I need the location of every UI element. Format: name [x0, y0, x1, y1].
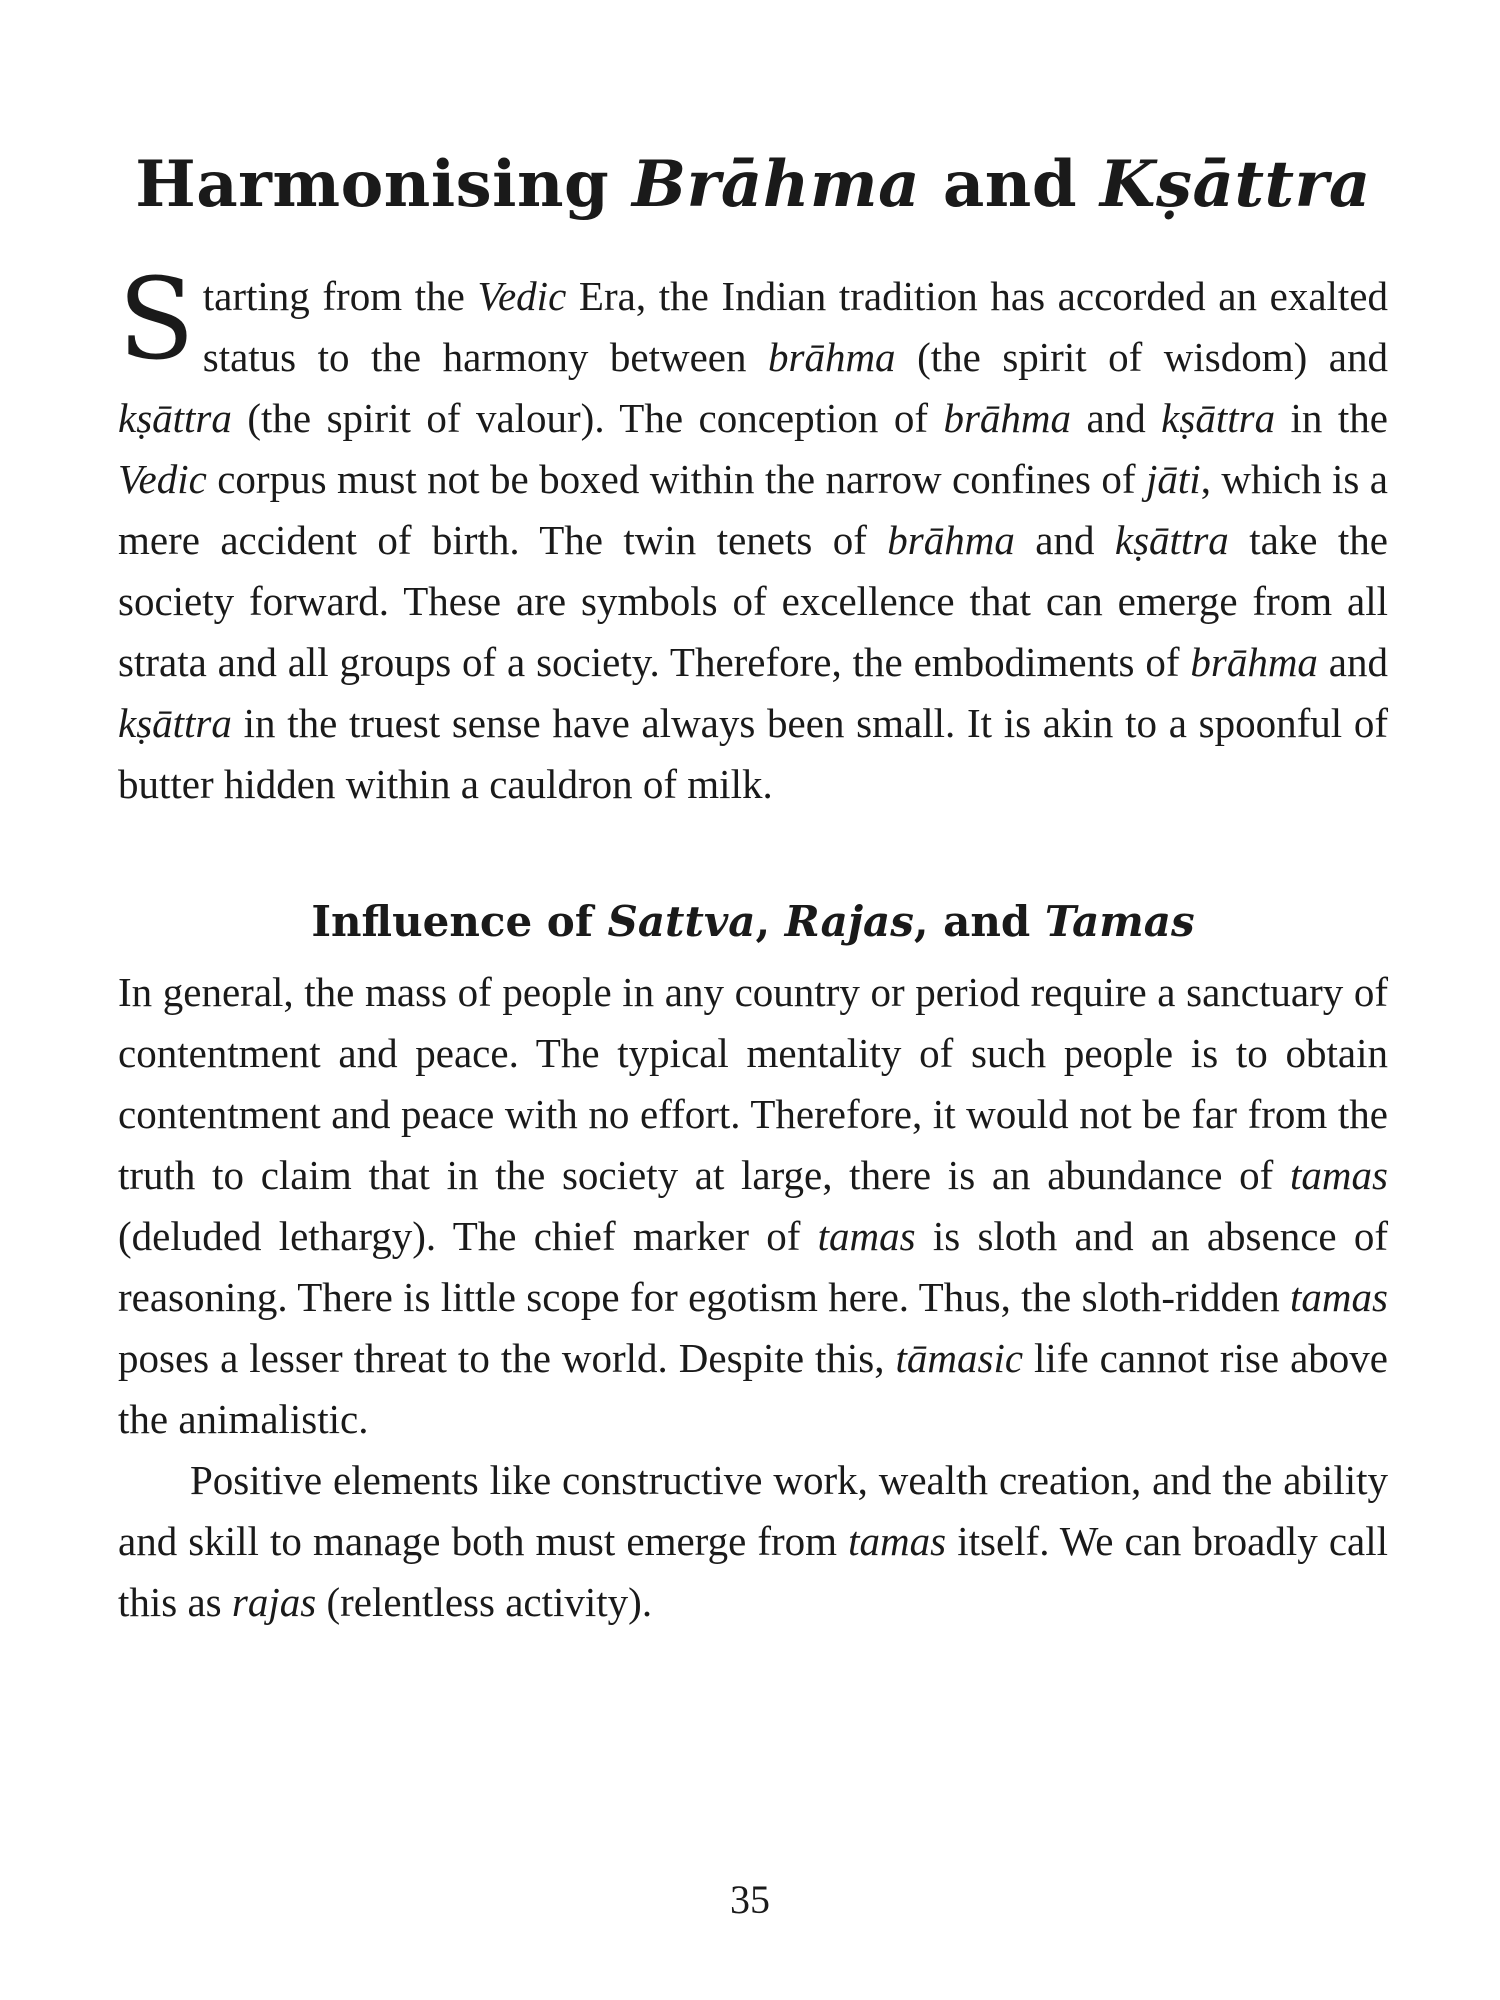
para3-text: (relentless activity).	[316, 1578, 653, 1625]
para3-text: Positive elements like constructive work, wealth creation, and the ability and skill to manage both must emerge from	[118, 1456, 1388, 1564]
para1-italic: Vedic	[118, 456, 207, 503]
para2-italic: tamas	[1290, 1273, 1388, 1320]
para1-text: and	[1071, 395, 1162, 442]
para3-italic: tamas	[848, 1517, 947, 1564]
para1-text: and	[1317, 639, 1388, 686]
para1-italic: brāhma	[887, 517, 1015, 564]
para1-text: , which is a mere accident of birth. The twin tenets of	[118, 456, 1388, 564]
para2-text: In general, the mass of people in any country or period require a sanctuary of contentment and peace. The typical mentality of such people is to obtain contentment and peace with no effort. Therefore, it would not be far from the truth to claim that in the society at large, there is an abundance of	[118, 968, 1388, 1198]
para2-italic: tamas	[1290, 1151, 1388, 1198]
para1-text: corpus must not be boxed within the narrow confines of	[206, 456, 1146, 503]
heading-text: Influence of	[311, 897, 608, 947]
para1-italic: kṣāttra	[118, 395, 232, 442]
para1-italic: Vedic	[477, 273, 567, 320]
page-content	[118, 147, 1388, 1633]
para1-text: Era, the Indian tradition has accorded an exalted status to the harmony between	[202, 273, 1388, 381]
para1-text: in the truest sense have always been small. It is akin to a spoonful of butter hidden within a cauldron of milk.	[118, 700, 1388, 808]
para1-text: tarting from the	[202, 273, 478, 320]
paragraph-3	[118, 1450, 1388, 1633]
title-text-1: Harmonising	[135, 147, 633, 222]
para1-italic: kṣāttra	[118, 700, 232, 747]
para1-italic: brāhma	[1190, 639, 1318, 686]
para2-text: is sloth and an absence of reasoning. There is little scope for egotism here. Thus, the sloth-ridden	[118, 1212, 1388, 1320]
drop-cap: S	[118, 255, 195, 386]
para1-italic: kṣāttra	[1161, 395, 1276, 442]
para1-italic: brāhma	[943, 395, 1072, 442]
title-italic-brahma: Brāhma	[632, 147, 921, 222]
heading-text: ,	[755, 897, 785, 947]
para2-text: life cannot rise above the animalistic.	[118, 1334, 1388, 1442]
heading-text: , and	[913, 897, 1045, 947]
page-number: 35	[730, 1877, 770, 1922]
chapter-title	[118, 147, 1388, 222]
heading-italic-sattva: Sattva	[607, 897, 756, 947]
para3-text: itself. We can broadly call this as	[118, 1517, 1388, 1625]
para2-text: (deluded lethargy). The chief marker of	[118, 1212, 818, 1259]
para1-text: (the spirit of valour). The conception of	[231, 395, 944, 442]
heading-italic-tamas: Tamas	[1044, 897, 1195, 947]
paragraph-2	[118, 962, 1388, 1450]
para2-text: poses a lesser threat to the world. Despite this,	[118, 1334, 896, 1381]
para1-italic: brāhma	[767, 334, 896, 381]
para1-italic: kṣāttra	[1114, 517, 1229, 564]
section-spacer	[118, 815, 1388, 897]
title-text-2: and	[920, 147, 1100, 222]
para1-text: and	[1014, 517, 1115, 564]
title-italic-ksattra: Kṣāttra	[1099, 147, 1371, 222]
para2-italic: tamas	[817, 1212, 916, 1259]
section-heading	[118, 897, 1388, 947]
para1-text: (the spirit of wisdom) and	[895, 334, 1388, 381]
para1-text: take the society forward. These are symbols of excellence that can emerge from all strata and all groups of a society. Therefore, the embodiments of	[118, 517, 1388, 686]
para2-italic: tāmasic	[895, 1334, 1024, 1381]
para1-italic: jāti	[1146, 456, 1201, 503]
para3-italic: rajas	[231, 1578, 317, 1625]
heading-italic-rajas: Rajas	[784, 897, 914, 947]
paragraph-1	[118, 255, 1388, 815]
para1-text: in the	[1275, 395, 1388, 442]
